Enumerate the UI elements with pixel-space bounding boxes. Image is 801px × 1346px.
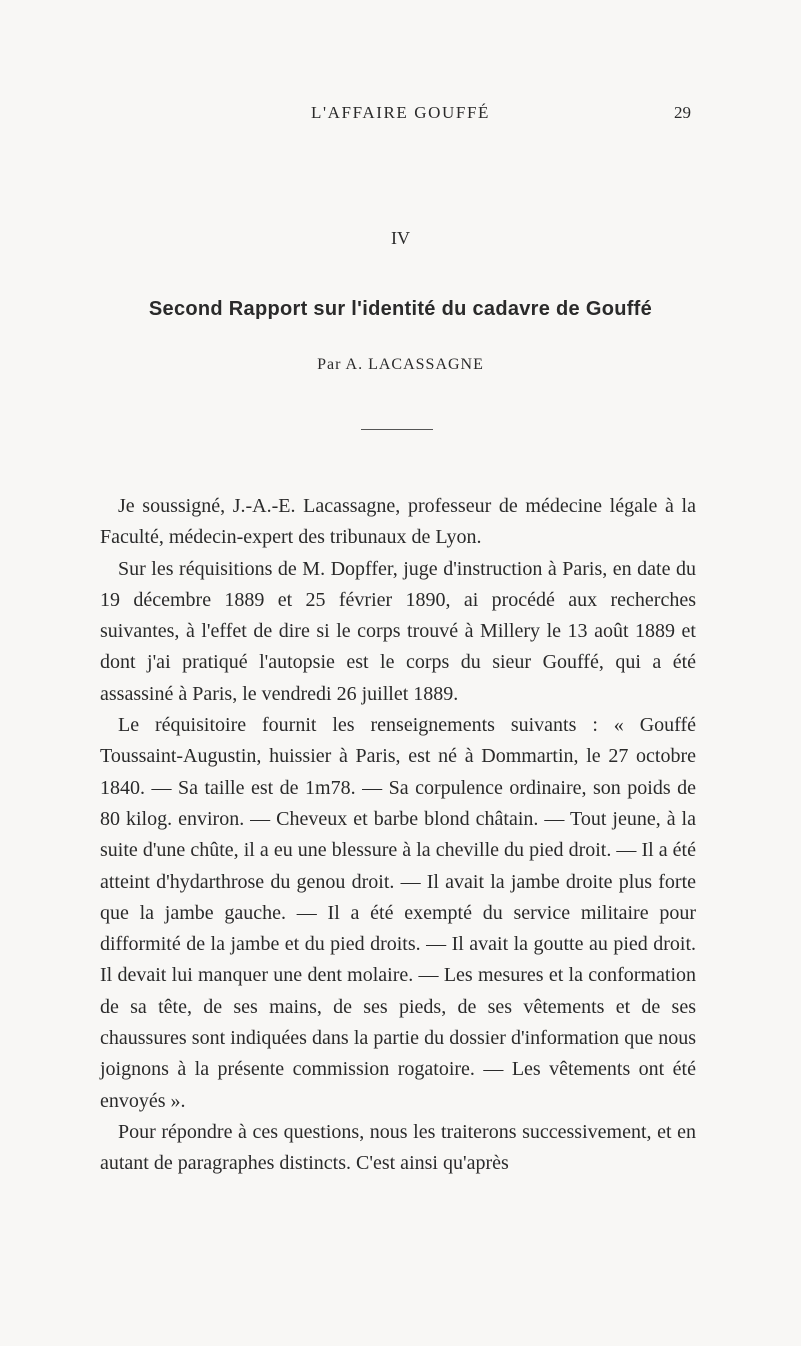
- running-title: L'AFFAIRE GOUFFÉ: [310, 103, 490, 122]
- paragraph: Je soussigné, J.-A.-E. Lacassagne, professeur de médecine légale à la Faculté, médecin-expert des tribunaux de Lyon.: [100, 495, 696, 549]
- paragraph: Pour répondre à ces questions, nous les traiterons successivement, et en autant de paragraphes distincts. C'est ainsi qu'après: [100, 1120, 696, 1175]
- section-divider: [361, 429, 433, 430]
- author-byline: Par A. LACASSAGNE: [317, 356, 484, 373]
- chapter-number: IV: [391, 228, 410, 248]
- body-text: [100, 491, 696, 1180]
- paragraph: Sur les réquisitions de M. Dopffer, juge d'instruction à Paris, en date du 19 décembre 1889 et 25 février 1890, ai procédé aux recherches suivantes, à l'effet de dire si le corps trouvé à Millery le 13 août 1889 et dont j'ai pratiqué l'autopsie est le corps du sieur Gouffé, qui a été assassiné à Paris, le vendredi 26 juillet 1889.: [100, 557, 696, 705]
- report-title: Second Rapport sur l'identité du cadavre de Gouffé: [148, 298, 653, 320]
- paragraph: Le réquisitoire fournit les renseignements suivants : « Gouffé Toussaint-Augustin, huissier à Paris, est né à Dommartin, le 27 octobre 1840. — Sa taille est de 1m78. — Sa corpulence ordinaire, son poids de 80 kilog. environ. — Cheveux et barbe blond châtain. — Tout jeune, à la suite d'une chûte, il a eu une blessure à la cheville du pied droit. — Il a été atteint d'hydarthrose du genou droit. — Il avait la jambe droite plus forte que la jambe gauche. — Il a été exempté du service militaire pour difformité de la jambe et du pied droits. — Il avait la goutte au pied droit. Il devait lui manquer une dent molaire. — Les mesures et la conformation de sa tête, de ses mains, de ses pieds, de ses vêtements et de ses chaussures sont indiquées dans la partie du dossier d'information que nous joignons à la présente commission rogatoire. — Les vêtements ont été envoyés ».: [100, 714, 696, 1112]
- page-number: 29: [674, 103, 691, 122]
- running-header: [0, 103, 801, 127]
